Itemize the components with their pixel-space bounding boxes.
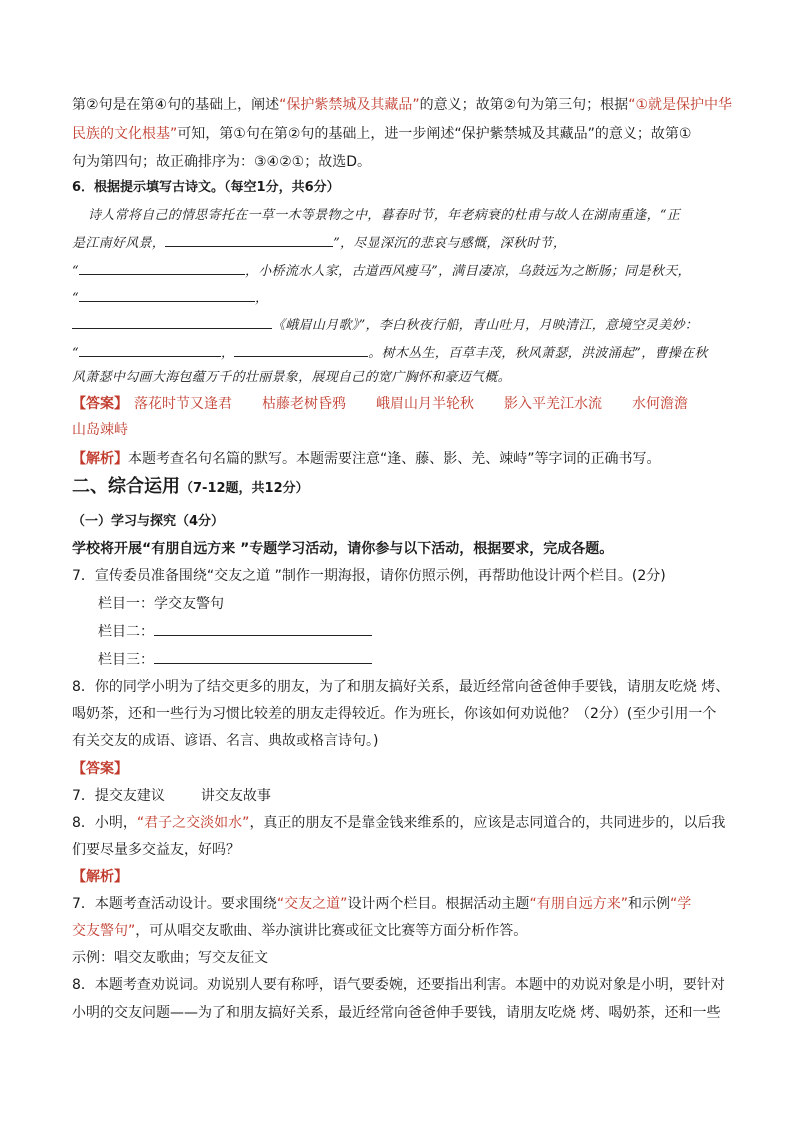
text: 本题考查名句名篇的默写。本题需要注意“逢、藤、影、羌、竦峙”等字词的正确书写。: [128, 451, 661, 467]
text: 《峨眉山月歌》”，李白秋夜行船，青山吐月，月映清江，意境空灵美妙：: [272, 318, 699, 333]
answer-7: [72, 786, 271, 806]
fill-blank[interactable]: [79, 287, 255, 302]
text: 第②句是在第④句的基础上，阐述: [72, 97, 280, 113]
q8-line1: 8．你的同学小明为了结交更多的朋友，为了和朋友搞好关系，最近经常向爸爸伸手要钱，请朋友吃烧 烤、: [72, 679, 730, 695]
text: 二、综合运用: [72, 476, 180, 497]
text: ，真正的朋友不是靠金钱来维系的，应该是志同道合的，共同进步的，以后我: [249, 815, 726, 831]
fill-blank[interactable]: [154, 621, 372, 636]
prev-explain-line1: [72, 95, 732, 115]
text: ，: [254, 291, 269, 306]
fill-blank[interactable]: [79, 342, 221, 357]
q6-answer-last: 山岛竦峙: [72, 422, 128, 438]
q6-para-line5: [72, 314, 698, 336]
text: ，: [220, 346, 235, 361]
text: “: [72, 264, 79, 279]
subsection-title: （一）学习与探究（4分）: [72, 514, 225, 529]
text: 7．: [72, 788, 95, 804]
fill-blank[interactable]: [72, 314, 272, 329]
text: ”，尽显深沉的悲哀与感慨，深秋时节，: [333, 236, 567, 251]
answer-item: 水何澹澹: [632, 396, 688, 412]
text: 的意义；故第②句为第三句；根据: [419, 97, 629, 113]
answer-tag: 【答案】: [72, 761, 128, 777]
section-title: [72, 477, 309, 499]
text: 设计两个栏目。根据活动主题: [347, 896, 530, 912]
highlight-quote: “学: [669, 896, 692, 912]
q6-para-line4: [72, 287, 268, 309]
analysis-tag: 【解析】: [72, 451, 128, 467]
text: （7-12题，共12分）: [180, 481, 309, 496]
analysis-line2: [72, 921, 527, 941]
q6-analysis: [72, 449, 661, 469]
text: 是江南好风景，: [72, 236, 166, 251]
answer-item: 枯藤老树昏鸦: [262, 396, 346, 412]
text: ，可从唱交友歌曲、举办演讲比赛或征文比赛等方面分析作答。: [135, 923, 528, 939]
analysis-line5: 小明的交友问题——为了和朋友搞好关系，最近经常向爸爸伸手要钱，请朋友吃烧 烤、喝奶茶，还和一些: [72, 1005, 721, 1021]
text: 8．小明，: [72, 815, 137, 831]
text: 栏目二：: [98, 624, 154, 640]
q7-text: 7．宣传委员准备围绕“交友之道 ”制作一期海报，请你仿照示例，再帮助他设计两个栏目。(2分): [72, 568, 666, 584]
section-intro: 学校将开展“有朋自远方来 ”专题学习活动，请你参与以下活动，根据要求，完成各题。: [72, 541, 614, 557]
text: 栏目三：: [98, 652, 154, 668]
highlight-quote: “保护紫禁城及其藏品”: [279, 97, 420, 113]
analysis-line1: [72, 894, 691, 914]
answer-item: 落花时节又逢君: [134, 396, 232, 412]
answer-item: 提交友建议: [94, 788, 165, 804]
analysis-tag: 【解析】: [72, 869, 128, 885]
answer-8-line1: [72, 813, 725, 833]
fill-blank[interactable]: [165, 232, 333, 247]
q6-para-line3: [72, 260, 691, 282]
text: “: [72, 346, 79, 361]
analysis-line4: 8．本题考查劝说词。劝说别人要有称呼，语气要委婉，还要指出利害。本题中的劝说对象是小明，要针对: [72, 977, 725, 993]
q7-item2: [98, 621, 372, 642]
text: 可知，第①句在第②句的基础上，进一步阐述“保护紫禁城及其藏品”的意义；故第①: [177, 126, 692, 142]
text: 7．本题考查活动设计。要求围绕: [72, 896, 277, 912]
q6-para-line6: [72, 342, 708, 364]
answer-item: 峨眉山月半轮秋: [376, 396, 474, 412]
answer-8-line2: 们要尽量多交益友，好吗？: [72, 842, 240, 858]
highlight-quote: 民族的文化根基”: [72, 126, 178, 142]
q8-line2: 喝奶茶，还和一些行为习惯比较差的朋友走得较近。作为班长，你该如何劝说他？（2分）(至少引用一个: [72, 706, 717, 722]
answer-tag: 【答案】: [72, 396, 128, 412]
highlight-quote: “交友之道”: [276, 896, 348, 912]
highlight-quote: “有朋自远方来”: [529, 896, 628, 912]
text: 。树木丛生，百草丰茂，秋风萧瑟，洪波涌起”，曹操在秋: [368, 346, 708, 361]
highlight-quote: “君子之交淡如水”: [136, 815, 250, 831]
q8-line3: 有关交友的成语、谚语、名言、典故或格言诗句。): [72, 733, 379, 749]
prev-explain-line2: [72, 124, 691, 144]
q6-title: 6．根据提示填写古诗文。（每空1分，共6分）: [72, 180, 340, 195]
q7-item1: 栏目一：学交友警句: [98, 596, 224, 612]
text: 和示例: [627, 896, 670, 912]
fill-blank[interactable]: [154, 649, 372, 664]
answer-item: 影入平羌江水流: [504, 396, 602, 412]
highlight-quote: 交友警句”: [72, 923, 136, 939]
q6-para-line7: 风萧瑟中勾画大海包蕴万千的壮丽景象，展现自己的宽广胸怀和豪迈气概。: [72, 370, 511, 385]
q6-para-line1: 诗人常将自己的情思寄托在一草一木等景物之中，暮春时节，年老病衰的杜甫与故人在湖南重逢，“正: [88, 208, 681, 223]
answer-item: 讲交友故事: [200, 788, 271, 804]
q6-para-line2: [72, 232, 566, 254]
highlight-quote: “①就是保护中华: [628, 97, 732, 113]
text: ，小桥流水人家，古道西风瘦马”，满目凄凉，乌鼓远为之断肠；同是秋天，: [244, 264, 691, 279]
analysis-line3: 示例：唱交友歌曲；写交友征文: [72, 950, 268, 966]
q6-answer-line: [72, 394, 688, 414]
text: “: [72, 291, 79, 306]
fill-blank[interactable]: [234, 342, 368, 357]
q7-item3: [98, 649, 372, 670]
fill-blank[interactable]: [79, 260, 245, 275]
prev-explain-line3: 句为第四句；故正确排序为：③④②①；故选D。: [72, 154, 371, 170]
